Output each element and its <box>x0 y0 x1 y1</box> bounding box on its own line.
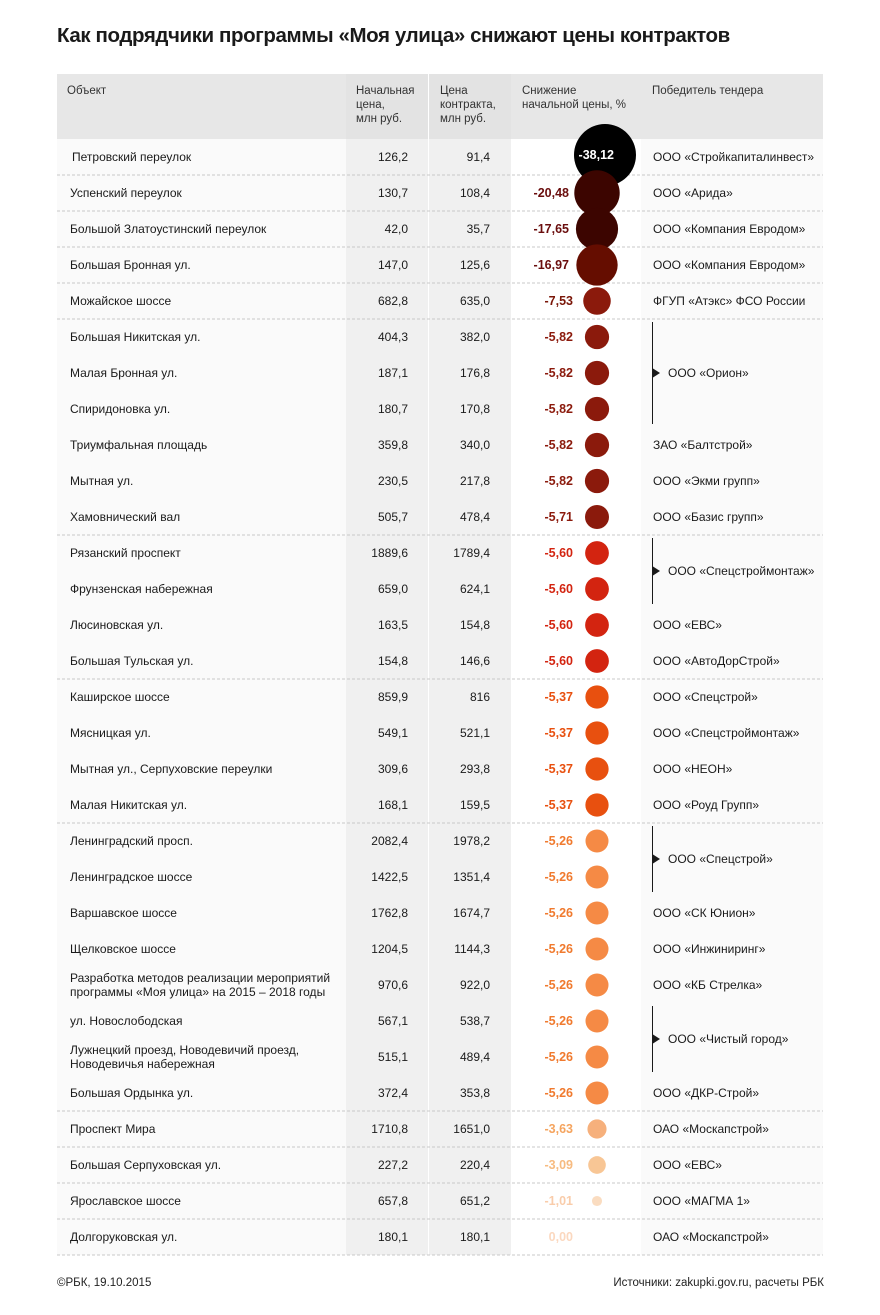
row-contract-price: 1651,0 <box>453 1122 490 1136</box>
row-initial-price: 2082,4 <box>371 834 408 848</box>
row-reduction-value: -5,60 <box>544 654 573 668</box>
row-initial-price: 359,8 <box>377 438 408 452</box>
row-initial-price: 1889,6 <box>371 546 408 560</box>
row-winner: ООО «КБ Стрелка» <box>653 978 763 992</box>
row-winner: ОАО «Москапстрой» <box>653 1230 769 1244</box>
row-object: Мясницкая ул. <box>70 726 151 740</box>
reduction-circle <box>585 325 609 349</box>
row-initial-price: 168,1 <box>377 798 408 812</box>
reduction-circle <box>585 1045 608 1068</box>
row-reduction-value: -5,26 <box>544 1014 573 1028</box>
row-contract-price: 1789,4 <box>453 546 490 560</box>
row-contract-price: 353,8 <box>459 1086 490 1100</box>
row-winner: ООО «Экми групп» <box>653 474 760 488</box>
row-reduction-value: -5,60 <box>544 546 573 560</box>
row-contract-price: 538,7 <box>459 1014 490 1028</box>
header-object: Объект <box>67 85 107 97</box>
row-winner: ООО «ДКР-Строй» <box>653 1086 760 1100</box>
reduction-circle <box>585 613 609 637</box>
row-contract-price: 1674,7 <box>453 906 490 920</box>
row-object: Петровский переулок <box>72 150 192 164</box>
row-winner: ФГУП «Атэкс» ФСО России <box>653 294 806 308</box>
row-contract-price: 170,8 <box>459 402 490 416</box>
row-contract-price: 816 <box>469 690 490 704</box>
row-initial-price: 230,5 <box>377 474 408 488</box>
row-initial-price: 1710,8 <box>371 1122 408 1136</box>
row-object: Ленинградское шоссе <box>70 870 193 884</box>
row-contract-price: 478,4 <box>459 510 490 524</box>
row-reduction-value: -5,82 <box>544 438 573 452</box>
row-object: Каширское шоссе <box>70 690 170 704</box>
row-object: Спиридоновка ул. <box>70 402 171 416</box>
row-initial-price: 372,4 <box>377 1086 408 1100</box>
row-winner: ООО «Стройкапиталинвест» <box>653 150 815 164</box>
reduction-circle <box>585 1009 608 1032</box>
row-reduction-value: -5,82 <box>544 474 573 488</box>
row-contract-price: 1144,3 <box>454 942 490 956</box>
row-reduction-value: -5,26 <box>544 906 573 920</box>
row-object: Большая Ордынка ул. <box>70 1086 194 1100</box>
row-reduction-value: -5,82 <box>544 402 573 416</box>
row-contract-price: 1351,4 <box>453 870 490 884</box>
row-object: ул. Новослободская <box>70 1014 183 1028</box>
reduction-circle <box>576 244 617 285</box>
footer-sources: Источники: zakupki.gov.ru, расчеты РБК <box>613 1277 824 1289</box>
row-reduction-value: -5,60 <box>544 618 573 632</box>
row-object: Большая Серпуховская ул. <box>70 1158 222 1172</box>
row-initial-price: 567,1 <box>377 1014 408 1028</box>
row-reduction-value: -1,01 <box>544 1194 573 1208</box>
reduction-circle <box>587 1119 606 1138</box>
row-reduction-value: -5,37 <box>544 762 573 776</box>
row-contract-price: 220,4 <box>459 1158 490 1172</box>
row-object: Малая Никитская ул. <box>70 798 188 812</box>
row-winner: ООО «Базис групп» <box>653 510 764 524</box>
row-winner: ООО «Роуд Групп» <box>653 798 759 812</box>
row-object: Мытная ул. <box>70 474 134 488</box>
row-object: Фрунзенская набережная <box>70 582 213 596</box>
row-contract-price: 125,6 <box>459 258 490 272</box>
row-initial-price: 147,0 <box>377 258 408 272</box>
row-initial-price: 126,2 <box>377 150 408 164</box>
row-object: Проспект Мира <box>70 1122 156 1136</box>
row-reduction-value: 0,00 <box>548 1230 573 1244</box>
reduction-column-background <box>511 139 641 1255</box>
row-initial-price: 154,8 <box>377 654 408 668</box>
row-winner: ООО «Компания Евродом» <box>653 222 806 236</box>
reduction-circle <box>592 1196 602 1206</box>
reduction-circle <box>585 721 608 744</box>
footer-copyright: ©РБК, 19.10.2015 <box>57 1277 152 1289</box>
row-contract-price: 176,8 <box>459 366 490 380</box>
row-object: Ленинградский просп. <box>70 834 193 848</box>
row-object: Большая Никитская ул. <box>70 330 201 344</box>
row-contract-price: 489,4 <box>459 1050 490 1064</box>
row-object: Можайское шоссе <box>70 294 172 308</box>
row-winner: ООО «Спецстрой» <box>653 690 758 704</box>
row-initial-price: 659,0 <box>377 582 408 596</box>
row-object: Большая Бронная ул. <box>70 258 191 272</box>
row-reduction-value: -5,60 <box>544 582 573 596</box>
row-reduction-value: -5,82 <box>544 330 573 344</box>
row-initial-price: 130,7 <box>377 186 408 200</box>
row-winner: ЗАО «Балтстрой» <box>653 438 753 452</box>
reduction-circle <box>585 505 609 529</box>
reduction-circle <box>585 469 609 493</box>
row-object: Рязанский проспект <box>70 546 181 560</box>
row-object: Успенский переулок <box>70 186 182 200</box>
row-initial-price: 163,5 <box>377 618 408 632</box>
row-contract-price: 1978,2 <box>453 834 490 848</box>
row-reduction-value: -5,26 <box>544 834 573 848</box>
row-reduction-value: -7,53 <box>544 294 573 308</box>
row-initial-price: 505,7 <box>377 510 408 524</box>
row-reduction-value: -17,65 <box>533 222 569 236</box>
row-initial-price: 180,1 <box>377 1230 408 1244</box>
row-reduction-value: -5,26 <box>544 870 573 884</box>
reduction-circle <box>585 649 609 673</box>
row-object: Хамовнический вал <box>70 510 181 524</box>
row-contract-price: 624,1 <box>459 582 490 596</box>
row-initial-price: 859,9 <box>377 690 408 704</box>
row-winner: ООО «АвтоДорСтрой» <box>653 654 780 668</box>
row-reduction-value: -38,12 <box>578 148 614 162</box>
row-initial-price: 970,6 <box>377 978 408 992</box>
row-winner: ООО «СК Юнион» <box>653 906 756 920</box>
reduction-circle <box>585 757 608 780</box>
reduction-circle <box>585 685 608 708</box>
row-initial-price: 682,8 <box>377 294 408 308</box>
reduction-circle <box>588 1156 606 1174</box>
row-contract-price: 217,8 <box>459 474 490 488</box>
row-reduction-value: -5,37 <box>544 798 573 812</box>
row-object: Щелковское шоссе <box>70 942 176 956</box>
row-contract-price: 293,8 <box>459 762 490 776</box>
row-reduction-value: -5,26 <box>544 1086 573 1100</box>
reduction-circle <box>585 973 608 996</box>
row-object: Люсиновская ул. <box>70 618 164 632</box>
reduction-circle <box>585 901 608 924</box>
row-reduction-value: -3,09 <box>544 1158 573 1172</box>
row-winner: ООО «МАГМА 1» <box>653 1194 750 1208</box>
row-reduction-value: -16,97 <box>533 258 569 272</box>
row-contract-price: 922,0 <box>459 978 490 992</box>
row-winner: ОАО «Москапстрой» <box>653 1122 769 1136</box>
row-winner: ООО «Арида» <box>653 186 733 200</box>
row-initial-price: 1762,8 <box>371 906 408 920</box>
row-winner: ООО «Спецстроймонтаж» <box>653 726 800 740</box>
row-contract-price: 146,6 <box>459 654 490 668</box>
header-separator <box>428 74 429 139</box>
row-contract-price: 108,4 <box>459 186 490 200</box>
row-reduction-value: -20,48 <box>533 186 569 200</box>
row-object: Долгоруковская ул. <box>70 1230 178 1244</box>
row-contract-price: 35,7 <box>466 222 490 236</box>
row-initial-price: 227,2 <box>377 1158 408 1172</box>
row-initial-price: 180,7 <box>377 402 408 416</box>
row-object: Мытная ул., Серпуховские переулки <box>70 762 273 776</box>
price-column-separator <box>428 139 429 1255</box>
row-winner: ООО «ЕВС» <box>653 1158 722 1172</box>
row-object: Разработка методов реализации мероприятий программы «Моя улица» на 2015 – 2018 годы <box>70 971 331 999</box>
row-winner: ООО «ЕВС» <box>653 618 722 632</box>
row-reduction-value: -5,26 <box>544 942 573 956</box>
row-reduction-value: -5,26 <box>544 1050 573 1064</box>
reduction-circle <box>583 287 611 315</box>
row-object: Варшавское шоссе <box>70 906 177 920</box>
group-winner: ООО «Чистый город» <box>668 1032 789 1046</box>
row-contract-price: 159,5 <box>459 798 490 812</box>
row-contract-price: 91,4 <box>466 150 490 164</box>
reduction-circle <box>585 865 608 888</box>
row-initial-price: 42,0 <box>384 222 408 236</box>
header-initial-price: Начальная цена, млн руб. <box>356 85 415 125</box>
row-contract-price: 651,2 <box>459 1194 490 1208</box>
row-reduction-value: -3,63 <box>544 1122 573 1136</box>
reduction-circle <box>585 433 609 457</box>
row-object: Большой Златоустинский переулок <box>70 222 267 236</box>
group-winner: ООО «Спецстроймонтаж» <box>668 564 815 578</box>
row-initial-price: 309,6 <box>377 762 408 776</box>
reduction-circle <box>585 397 609 421</box>
reduction-circle <box>585 577 609 601</box>
row-object: Лужнецкий проезд, Новодевичий проезд, Новодевичья набережная <box>70 1043 300 1071</box>
row-reduction-value: -5,82 <box>544 366 573 380</box>
row-winner: ООО «Инжиниринг» <box>653 942 766 956</box>
row-object: Триумфальная площадь <box>70 438 208 452</box>
reduction-circle <box>585 361 609 385</box>
row-winner: ООО «Компания Евродом» <box>653 258 806 272</box>
row-object: Малая Бронная ул. <box>70 366 178 380</box>
row-reduction-value: -5,37 <box>544 726 573 740</box>
row-initial-price: 187,1 <box>377 366 408 380</box>
row-object: Ярославское шоссе <box>70 1194 181 1208</box>
row-contract-price: 382,0 <box>459 330 490 344</box>
reduction-circle <box>585 1081 608 1104</box>
row-contract-price: 635,0 <box>459 294 490 308</box>
row-contract-price: 154,8 <box>459 618 490 632</box>
row-contract-price: 180,1 <box>459 1230 490 1244</box>
row-initial-price: 404,3 <box>377 330 408 344</box>
row-reduction-value: -5,26 <box>544 978 573 992</box>
row-initial-price: 1204,5 <box>371 942 408 956</box>
reduction-circle <box>585 937 608 960</box>
reduction-circle <box>585 829 608 852</box>
row-winner: ООО «НЕОН» <box>653 762 733 776</box>
header-winner: Победитель тендера <box>652 85 764 97</box>
row-contract-price: 521,1 <box>459 726 490 740</box>
reduction-circle <box>585 541 609 565</box>
reduction-circle <box>585 793 608 816</box>
row-initial-price: 549,1 <box>377 726 408 740</box>
reduction-circle <box>576 208 618 250</box>
group-winner: ООО «Орион» <box>668 366 749 380</box>
row-reduction-value: -5,37 <box>544 690 573 704</box>
row-initial-price: 657,8 <box>377 1194 408 1208</box>
row-initial-price: 515,1 <box>377 1050 408 1064</box>
header-contract-price: Цена контракта, млн руб. <box>440 85 496 125</box>
row-initial-price: 1422,5 <box>371 870 408 884</box>
chart-title: Как подрядчики программы «Моя улица» снижают цены контрактов <box>57 24 730 47</box>
row-contract-price: 340,0 <box>459 438 490 452</box>
row-object: Большая Тульская ул. <box>70 654 194 668</box>
group-winner: ООО «Спецстрой» <box>668 852 773 866</box>
header-reduction: Снижение начальной цены, % <box>522 85 627 111</box>
row-reduction-value: -5,71 <box>544 510 573 524</box>
